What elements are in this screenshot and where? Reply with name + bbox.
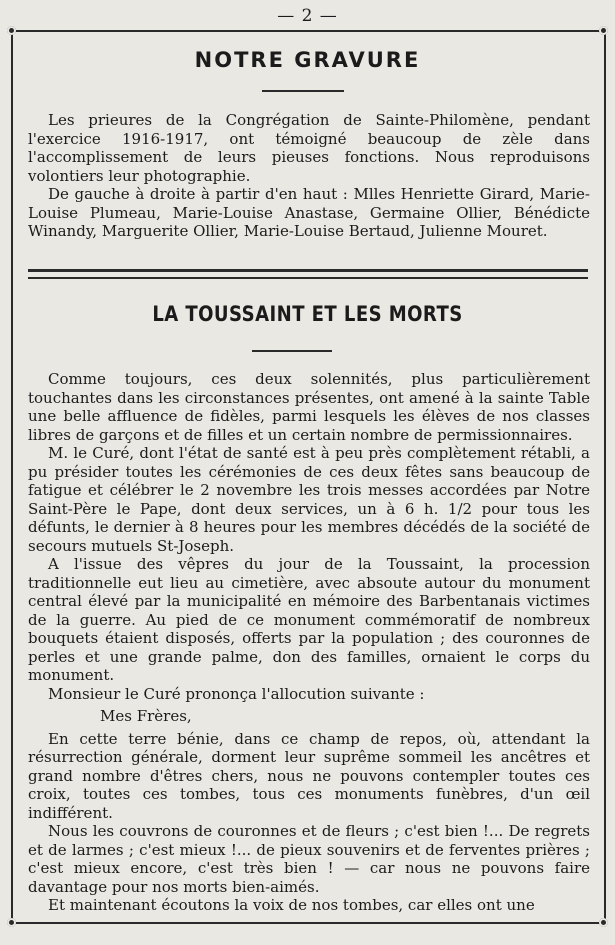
section-divider xyxy=(28,269,588,279)
frame-bottom-rule xyxy=(8,922,607,924)
salutation: Mes Frères, xyxy=(100,707,192,725)
paragraph: De gauche à droite à partir d'en haut : Mlles Henriette Girard, Marie-Louise Plumeau, Marie-Louise Anastase, Germaine Ollier, Bénédicte Winandy, Marguerite Ollier, Marie-Louise Bertaud, Julienne Mouret. xyxy=(28,185,590,240)
frame-top-rule xyxy=(8,30,607,32)
paragraph: Monsieur le Curé prononça l'allocution suivante : xyxy=(48,684,425,703)
title-underline xyxy=(262,90,344,92)
paragraph: En cette terre bénie, dans ce champ de repos, où, attendant la résurrection générale, dorment leur suprême sommeil les ancêtres et grand nombre d'êtres chers, nous ne pouvons contempler toutes ces croix, toutes ces tombes, tous ces monuments funèbres, d'un œil indifférent. xyxy=(28,729,590,822)
paragraph: Comme toujours, ces deux solennités, plus particulièrement touchantes dans les circonstances présentes, ont amené à la sainte Table une belle affluence de fidèles, parmi lesquels les élèves de nos classes libres de garçons et de filles et un certain nombre de permissionnaires. xyxy=(28,370,590,444)
corner-ornament xyxy=(599,26,608,35)
paragraph: A l'issue des vêpres du jour de la Toussaint, la procession traditionnelle eut lieu au cimetière, avec absoute autour du monument central élevé par la municipalité en mémoire des Barbentanais victimes de la guerre. Au pied de ce monument commémoratif de nombreux bouquets étaient disposés, offerts par la population ; des couronnes de perles et une grande palme, don des familles, ornaient le corps du monument. xyxy=(28,555,590,684)
title-underline xyxy=(252,350,332,352)
corner-ornament xyxy=(7,918,16,927)
paragraph: Les prieures de la Congrégation de Sainte-Philomène, pendant l'exercice 1916-1917, ont témoigné beaucoup de zèle dans l'accomplissement de leurs pieuses fonctions. Nous reproduisons volontiers leur photographie. xyxy=(28,111,590,185)
page-number: — 2 — xyxy=(277,6,338,26)
paragraph: Et maintenant écoutons la voix de nos tombes, car elles ont une xyxy=(48,896,535,914)
gravure-body xyxy=(28,111,590,241)
paragraph: M. le Curé, dont l'état de santé est à peu près complètement rétabli, a pu présider toutes les cérémonies de ces deux fêtes sans beaucoup de fatigue et célébrer le 2 novembre les trois messes accordées par Notre Saint-Père le Pape, dont deux services, un à 6 h. 1/2 pour tous les défunts, le dernier à 8 heures pour les membres décédés de la société de secours mutuels St-Joseph. xyxy=(28,444,590,555)
corner-ornament xyxy=(599,918,608,927)
paragraph: Nous les couvrons de couronnes et de fleurs ; c'est bien !... De regrets et de larmes ; c'est mieux !... de pieux souvenirs et de ferventes prières ; c'est mieux encore, c'est très bien ! — car nous ne pouvons faire davantage pour nos morts bien-aimés. xyxy=(28,822,590,896)
toussaint-body xyxy=(28,370,590,915)
gravure-title: NOTRE GRAVURE xyxy=(194,48,421,72)
corner-ornament xyxy=(7,26,16,35)
toussaint-title: LA TOUSSAINT ET LES MORTS xyxy=(152,302,463,326)
